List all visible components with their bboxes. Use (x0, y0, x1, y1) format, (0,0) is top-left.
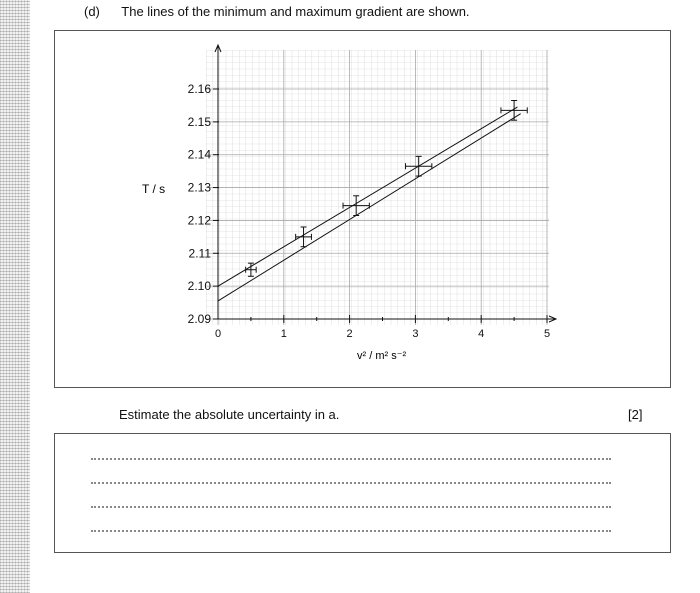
question-prompt: Estimate the absolute uncertainty in a. (119, 407, 340, 422)
y-tick-label: 2.13 (187, 180, 211, 195)
marks-label: [2] (628, 407, 643, 422)
x-tick-label: 0 (214, 328, 222, 340)
gradient-chart (55, 31, 672, 389)
y-tick-label: 2.12 (187, 213, 211, 228)
x-tick-label: 3 (412, 328, 419, 340)
question-header (84, 4, 470, 19)
answer-line-2[interactable] (91, 482, 611, 484)
answer-line-3[interactable] (91, 506, 611, 508)
x-tick-label: 1 (280, 328, 287, 340)
question-text: The lines of the minimum and maximum gradient are shown. (121, 4, 470, 19)
x-tick-label: 4 (478, 328, 485, 340)
question-part-label: (d) (84, 4, 100, 19)
x-tick-label: 5 (543, 328, 551, 340)
answer-box[interactable] (54, 433, 671, 553)
x-axis-label: v² / m² s⁻² (357, 350, 407, 362)
graph-box (54, 30, 671, 388)
y-tick-label: 2.14 (187, 147, 211, 162)
page-edge-pattern (0, 0, 30, 593)
answer-line-4[interactable] (91, 530, 611, 532)
y-tick-label: 2.15 (187, 114, 211, 129)
answer-line-1[interactable] (91, 458, 611, 460)
y-tick-label: 2.11 (188, 246, 211, 261)
x-tick-label: 2 (346, 328, 353, 340)
y-tick-label: 2.09 (187, 312, 211, 326)
y-axis-label: T / s (142, 182, 166, 196)
y-tick-label: 2.10 (187, 279, 211, 294)
y-tick-label: 2.16 (187, 82, 211, 96)
